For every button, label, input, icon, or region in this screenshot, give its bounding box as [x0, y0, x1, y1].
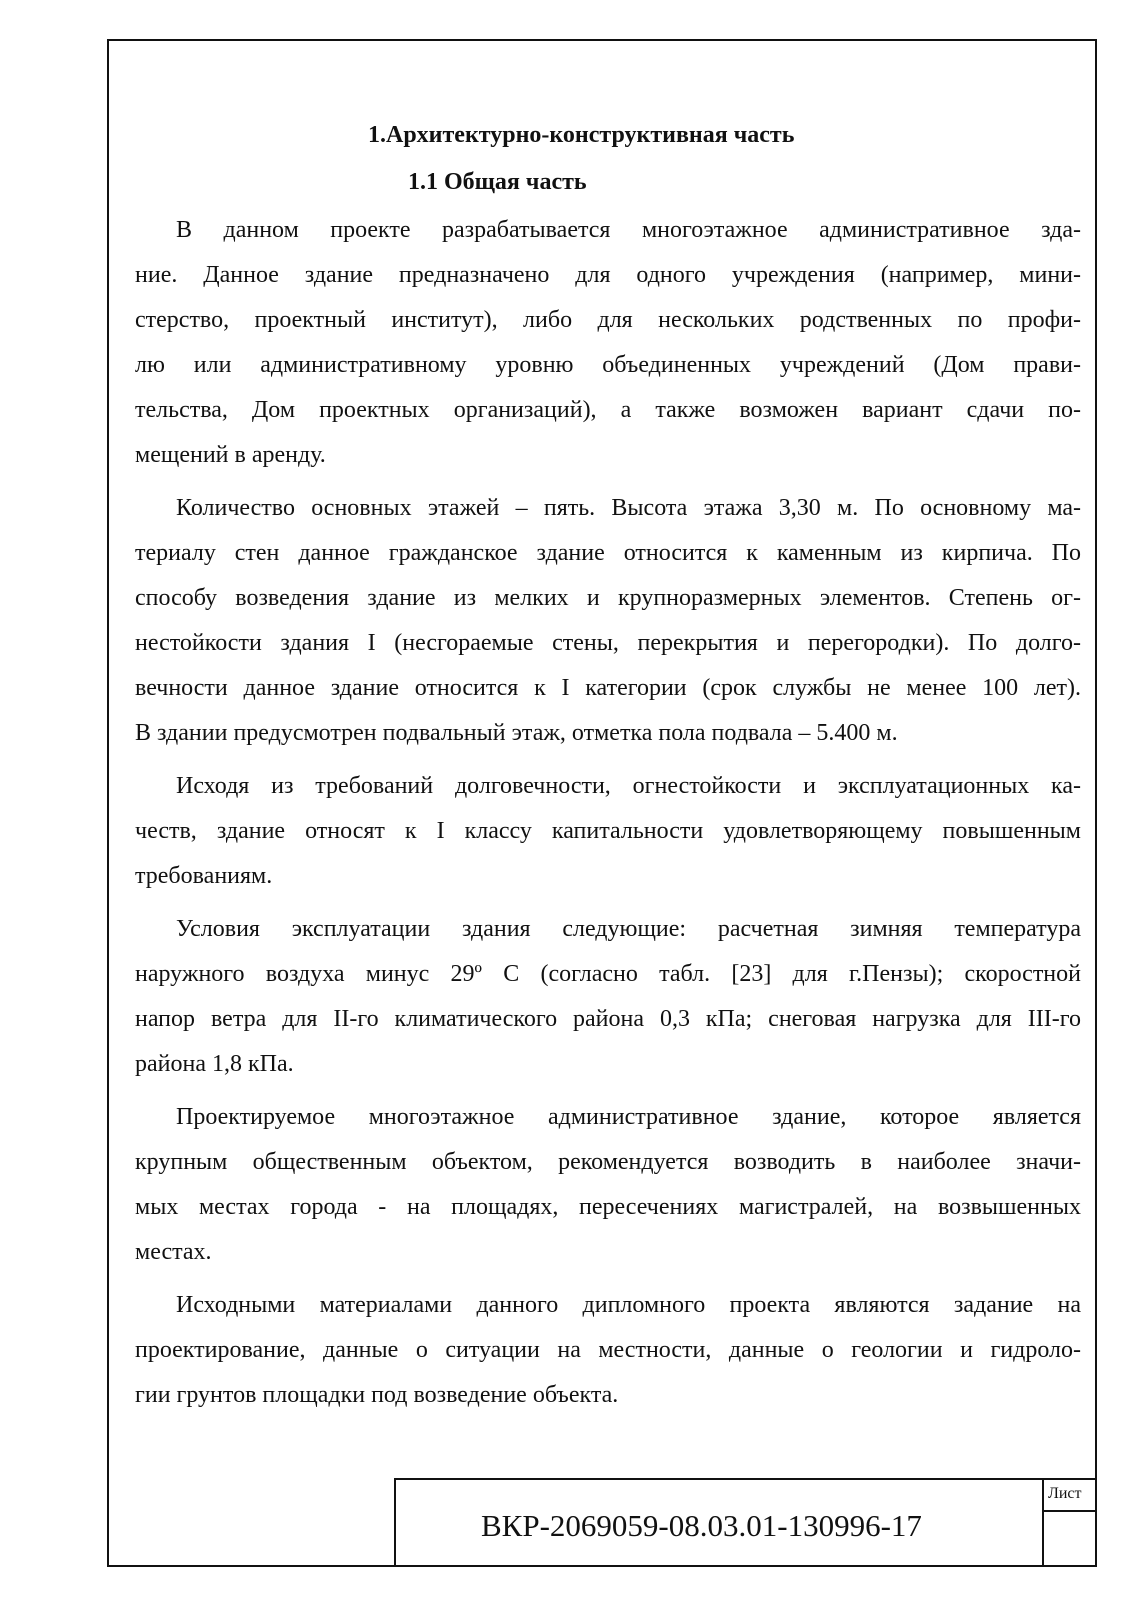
paragraph-line: стерство, проектный институт), либо для нескольких родственных по профи-: [135, 307, 1081, 333]
paragraph-line: честв, здание относят к I классу капитальности удовлетворяющему повышенным: [135, 818, 1081, 844]
paragraph-line: нестойкости здания I (несгораемые стены, перекрытия и перегородки). По долго-: [135, 630, 1081, 656]
paragraph-line: наружного воздуха минус 29º С (согласно табл. [23] для г.Пензы); скоростной: [135, 961, 1081, 987]
paragraph-line: местах.: [135, 1239, 212, 1265]
sheet-number-cell: [1042, 1480, 1097, 1566]
title-block-stamp: [394, 1478, 1097, 1567]
paragraph: [135, 907, 1081, 1087]
paragraph-line: требованиям.: [135, 863, 273, 889]
paragraph-line: Исходя из требований долговечности, огнестойкости и эксплуатационных ка-: [176, 773, 1081, 799]
paragraph-line: В данном проекте разрабатывается многоэтажное административное зда-: [176, 217, 1081, 243]
paragraph-line: мещений в аренду.: [135, 442, 326, 468]
paragraph-line: В здании предусмотрен подвальный этаж, отметка пола подвала – 5.400 м.: [135, 720, 898, 746]
paragraph-line: вечности данное здание относится к I категории (срок службы не менее 100 лет).: [135, 675, 1081, 701]
section-heading: 1.Архитектурно-конструктивная часть: [368, 122, 795, 148]
paragraph-line: проектирование, данные о ситуации на местности, данные о геологии и гидроло-: [135, 1337, 1081, 1363]
sheet-label: Лист: [1048, 1485, 1082, 1502]
paragraph-line: района 1,8 кПа.: [135, 1051, 294, 1077]
paragraph-line: Исходными материалами данного дипломного проекта являются задание на: [176, 1292, 1081, 1318]
paragraph: [135, 1283, 1081, 1418]
paragraph: [135, 764, 1081, 899]
paragraph: [135, 1095, 1081, 1275]
paragraph-line: крупным общественным объектом, рекомендуется возводить в наиболее значи-: [135, 1149, 1081, 1175]
paragraph-line: Условия эксплуатации здания следующие: расчетная зимняя температура: [176, 916, 1081, 942]
paragraph-line: лю или административному уровню объединенных учреждений (Дом прави-: [135, 352, 1081, 378]
paragraph-line: тельства, Дом проектных организаций), а также возможен вариант сдачи по-: [135, 397, 1081, 423]
paragraph-line: Проектируемое многоэтажное административное здание, которое является: [176, 1104, 1081, 1130]
paragraph-line: мых местах города - на площадях, пересечениях магистралей, на возвышенных: [135, 1194, 1081, 1220]
body-text: [135, 208, 1081, 1418]
sheet-divider: [1044, 1510, 1097, 1512]
paragraph-line: териалу стен данное гражданское здание относится к каменным из кирпича. По: [135, 540, 1081, 566]
paragraph-line: способу возведения здание из мелких и крупноразмерных элементов. Степень ог-: [135, 585, 1081, 611]
paragraph-line: ние. Данное здание предназначено для одного учреждения (например, мини-: [135, 262, 1081, 288]
paragraph: [135, 486, 1081, 756]
document-code: ВКР-2069059-08.03.01-130996-17: [481, 1508, 922, 1543]
paragraph: [135, 208, 1081, 478]
paragraph-line: гии грунтов площадки под возведение объекта.: [135, 1382, 619, 1408]
paragraph-line: напор ветра для II-го климатического района 0,3 кПа; снеговая нагрузка для III-го: [135, 1006, 1081, 1032]
subsection-heading: 1.1 Общая часть: [408, 169, 587, 195]
paragraph-line: Количество основных этажей – пять. Высота этажа 3,30 м. По основному ма-: [176, 495, 1081, 521]
